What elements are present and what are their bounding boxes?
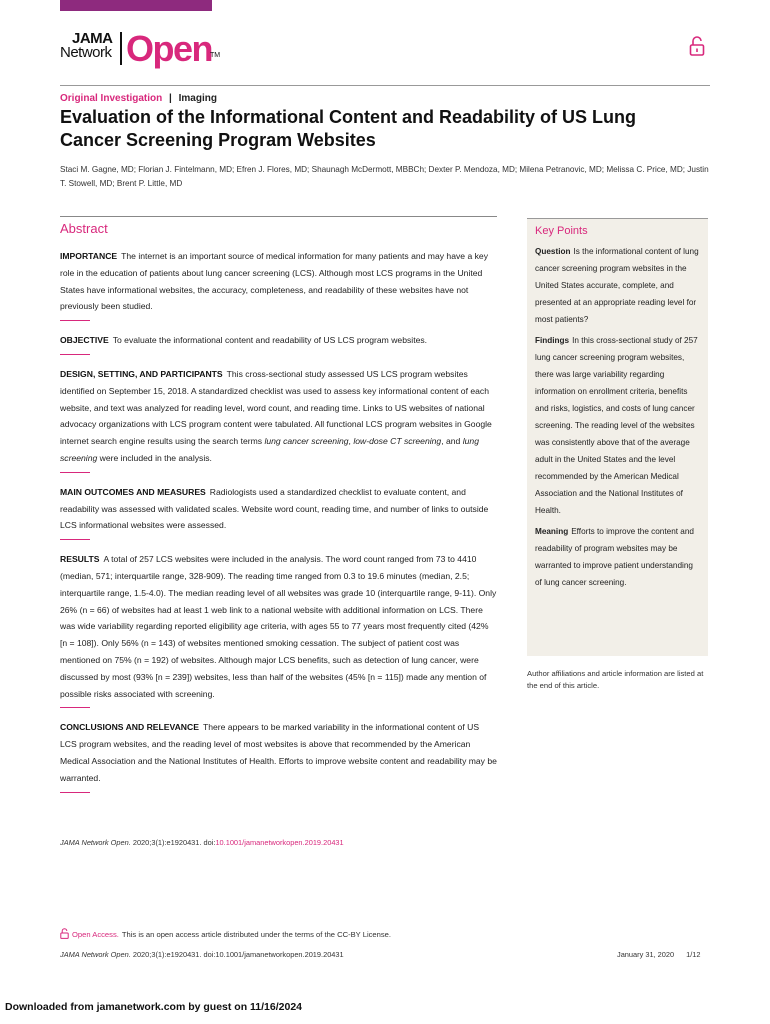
section-text: The internet is an important source of medical information for many patients and may have a key role in the education of patients about lung cancer screening (LCS). Although most LCS programs in the United States have informational websites, the accuracy, completeness, and readability of these websites have not previously been studied. <box>60 251 488 312</box>
abstract-body <box>60 248 497 804</box>
open-access-label[interactable]: Open Access. <box>72 930 119 939</box>
affiliations-note: Author affiliations and article information are listed at the end of this article. <box>527 669 704 690</box>
open-access-lock-icon <box>60 928 69 939</box>
page-number: 1/12 <box>686 950 701 959</box>
section-divider <box>60 354 90 355</box>
section-divider <box>60 792 90 793</box>
section-divider <box>60 320 90 321</box>
key-points-question <box>535 243 700 328</box>
search-term: lung cancer screening <box>264 436 349 447</box>
logo-jama-text: JAMA <box>72 30 113 47</box>
footer-ref: 2020;3(1):e1920431. doi:10.1001/jamanetworkopen.2019.20431 <box>130 950 344 959</box>
section-text: There appears to be marked variability in the informational content of US LCS program websites, and the reading level of most websites is above that recommended by the American Medical Association and the National Institutes of Health. Efforts to improve website content and readability may be warranted. <box>60 722 497 783</box>
citation-line <box>60 838 344 847</box>
open-access-note <box>60 928 391 939</box>
kp-text: Efforts to improve the content and readability of program websites may be warranted to improve patient understanding of lung cancer screening. <box>535 527 694 587</box>
search-term: lung screening <box>60 436 479 463</box>
abstract-importance <box>60 248 497 315</box>
abstract-rule <box>60 216 497 217</box>
kp-heading: Question <box>535 247 571 256</box>
logo-trademark: TM <box>210 52 221 59</box>
section-heading: IMPORTANCE <box>60 251 118 261</box>
kp-heading: Meaning <box>535 527 569 536</box>
footer-journal: JAMA Network Open. <box>60 950 131 959</box>
kp-heading: Findings <box>535 336 570 345</box>
section-text: To evaluate the informational content and readability of US LCS program websites. <box>112 335 428 346</box>
abstract-outcomes <box>60 484 497 534</box>
open-lock-icon <box>689 35 705 57</box>
logo-open-text: Open <box>126 28 213 69</box>
header-divider <box>60 85 710 86</box>
citation-journal: JAMA Network Open. <box>60 838 131 847</box>
section-heading: CONCLUSIONS AND RELEVANCE <box>60 722 199 733</box>
logo-network-text: Network <box>60 44 112 61</box>
section-divider <box>60 539 90 540</box>
abstract-results <box>60 551 497 702</box>
doi-link[interactable]: 10.1001/jamanetworkopen.2019.20431 <box>215 838 344 847</box>
section-heading: RESULTS <box>60 554 100 565</box>
section-text: This cross-sectional study assessed US LCS program websites identified on September 15, 2018. A standardized checklist was used to assess key informational content of each website, and text was analyzed for reading level, word count, and reading time. Links to US websites of national advocacy organizations with LCS program content were tabulated. All functional LCS program websites in Google internet search engine results using the search terms <box>60 368 492 447</box>
abstract-design <box>60 366 497 467</box>
publication-date: January 31, 2020 <box>617 950 675 959</box>
section-heading: DESIGN, SETTING, AND PARTICIPANTS <box>60 368 223 379</box>
article-title: Evaluation of the Informational Content and Readability of US Lung Cancer Screening Program Websites <box>60 107 637 150</box>
abstract-conclusions <box>60 719 497 786</box>
article-breadcrumb <box>60 93 217 104</box>
kp-text: In this cross-sectional study of 257 lung cancer screening program websites, there was large variability regarding information on enrollment criteria, benefits and risks, logistics, and costs of lung cancer screening. The reading level of the websites was consistently above that of the average adult in the United States and the level recommended by the American Medical Association and the National Institutes of Health. <box>535 336 698 515</box>
breadcrumb-separator: | <box>169 93 172 104</box>
article-type[interactable]: Original Investigation <box>60 93 163 104</box>
key-points-meaning <box>535 523 700 591</box>
kp-text: Is the informational content of lung cancer screening program websites in the United States accurate, complete, and presented at an appropriate reading level for most patients? <box>535 247 699 324</box>
key-points-box <box>527 218 708 656</box>
section-text: , and <box>441 436 463 447</box>
key-points-findings <box>535 332 700 519</box>
logo-divider <box>120 32 122 65</box>
key-points-heading: Key Points <box>535 225 588 237</box>
abstract-heading: Abstract <box>60 221 108 236</box>
section-text: Radiologists used a standardized checklist to evaluate content, and readability was assessed with validated scales. Website word count, reading time, and number of links to outside LCS informational websites were assessed. <box>60 486 489 531</box>
section-divider <box>60 472 90 473</box>
article-topic[interactable]: Imaging <box>178 93 217 104</box>
section-text: , <box>348 436 354 447</box>
section-heading: OBJECTIVE <box>60 335 109 346</box>
footer-citation <box>60 950 344 959</box>
search-term: low-dose CT screening <box>353 436 442 447</box>
footer-date-page <box>617 950 701 959</box>
top-color-bar <box>60 0 212 11</box>
author-list: Staci M. Gagne, MD; Florian J. Fintelmann, MD; Efren J. Flores, MD; Shaunagh McDermott, MBBCh; Dexter P. Mendoza, MD; Milena Petranovic, MD; Melissa C. Price, MD; Justin T. Stowell, MD; Brent P. Little, MD <box>60 165 709 188</box>
section-text: were included in the analysis. <box>97 452 212 463</box>
section-text: A total of 257 LCS websites were included in the analysis. The word count ranged from 73 to 4410 (median, 571; interquartile range, 328-909). The reading time ranged from 0.3 to 19.6 minutes (median, 2.5; interquartile range, 1.5-4.0). The median reading level of all websites was grade 10 (interquartile range, 9-11). Only 26% (n = 66) of websites had at least 1 web link to a national website with additional information on LCS. There was wide variability regarding reported eligibility age criteria, with ages 55 to 77 years most frequently cited (42% [n = 108]). Only 56% (n = 143) of websites mentioned smoking cessation. The subject of patient cost was mentioned on 75% (n = 192) of websites. Although major LCS benefits, such as detection of lung cancer, were discussed by most (93% [n = 239]) websites, less than half of the websites (45% [n = 115]) made any mention of possible risks associated with screening. <box>60 554 497 699</box>
download-watermark: Downloaded from jamanetwork.com by guest on 11/16/2024 <box>5 1001 303 1013</box>
section-divider <box>60 707 90 708</box>
citation-ref: 2020;3(1):e1920431. doi: <box>130 838 216 847</box>
section-heading: MAIN OUTCOMES AND MEASURES <box>60 486 206 497</box>
open-access-text: This is an open access article distributed under the terms of the CC-BY License. <box>121 930 392 939</box>
abstract-objective <box>60 332 497 349</box>
